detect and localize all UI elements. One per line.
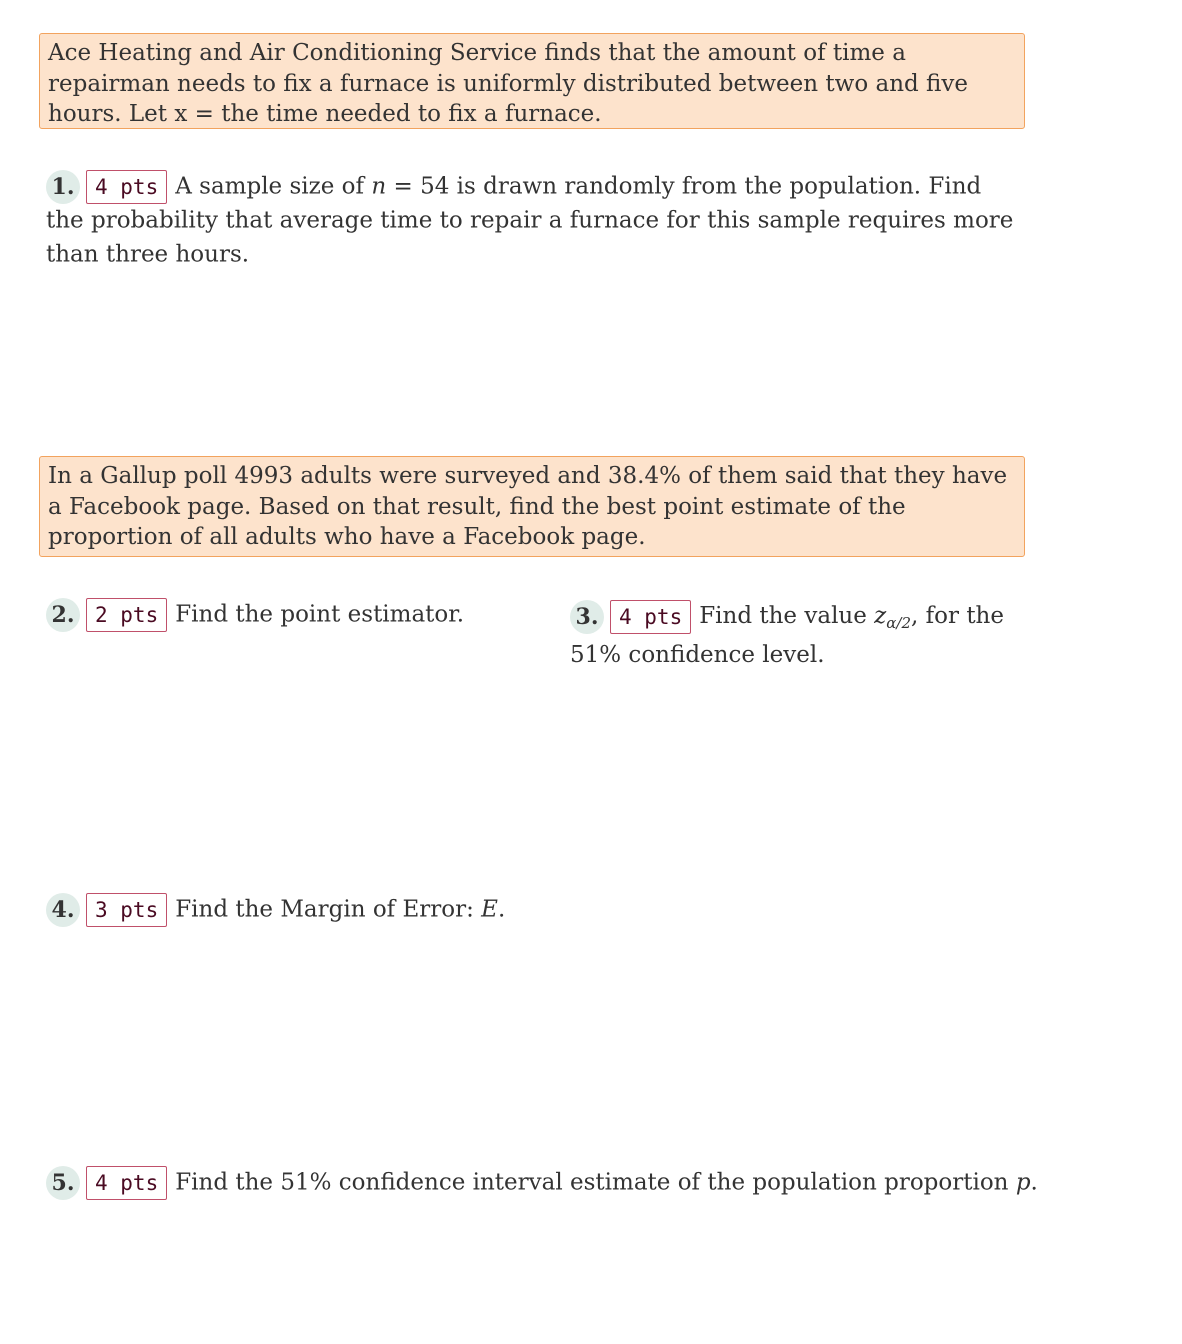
question-5-text: Find the 51% confidence interval estimate of the population proportion (175, 1169, 1009, 1196)
points-badge-2: 2 pts (86, 598, 167, 632)
context-text-gallup: In a Gallup poll 4993 adults were surveyed and 38.4% of them said that they have a Facebook page. Based on that result, find the best point estimate of the proportion of all adults who have a Facebook page. (48, 463, 1008, 550)
question-3-text-before: Find the value (699, 603, 867, 629)
points-badge-4: 3 pts (86, 893, 167, 927)
context-box-gallup (39, 456, 1025, 557)
question-3-text-after: , for the 51% confidence level. (570, 603, 1004, 668)
points-badge-5: 4 pts (86, 1166, 167, 1200)
question-1-text-after: = 54 is drawn randomly from the population. Find the probability that average time to repair a furnace for this sample requires more than three hours. (46, 173, 1014, 267)
context-box-furnace (39, 33, 1025, 129)
z-subscript: α/2 (886, 614, 912, 632)
question-4 (46, 893, 746, 927)
question-number-2: 2. (46, 598, 80, 632)
question-number-3: 3. (570, 600, 604, 634)
question-1-text-before: A sample size of (175, 173, 365, 200)
variable-e: E (481, 896, 498, 923)
question-5-period: . (1030, 1169, 1038, 1196)
question-text-2: Find the point estimator. (175, 601, 465, 628)
context-text-furnace: Ace Heating and Air Conditioning Service finds that the amount of time a repairman needs to fix a furnace is uniformly distributed between two and five hours. Let x = the time needed to fix a furnace. (48, 40, 968, 127)
question-1 (46, 170, 1021, 271)
question-text-1 (46, 174, 1013, 268)
z-variable: z (874, 603, 887, 629)
variable-p: p (1015, 1169, 1031, 1196)
question-4-text: Find the Margin of Error: (175, 896, 474, 923)
variable-n: n (371, 173, 387, 200)
points-badge-3: 4 pts (610, 600, 691, 634)
question-text-4 (175, 897, 505, 923)
question-3 (570, 598, 1010, 673)
points-badge-1: 4 pts (86, 170, 167, 204)
question-2 (46, 598, 526, 632)
question-4-period: . (497, 896, 506, 923)
question-text-5 (175, 1170, 1038, 1196)
question-number-1: 1. (46, 170, 80, 204)
question-5 (46, 1166, 1046, 1200)
question-number-4: 4. (46, 893, 80, 927)
question-number-5: 5. (46, 1166, 80, 1200)
